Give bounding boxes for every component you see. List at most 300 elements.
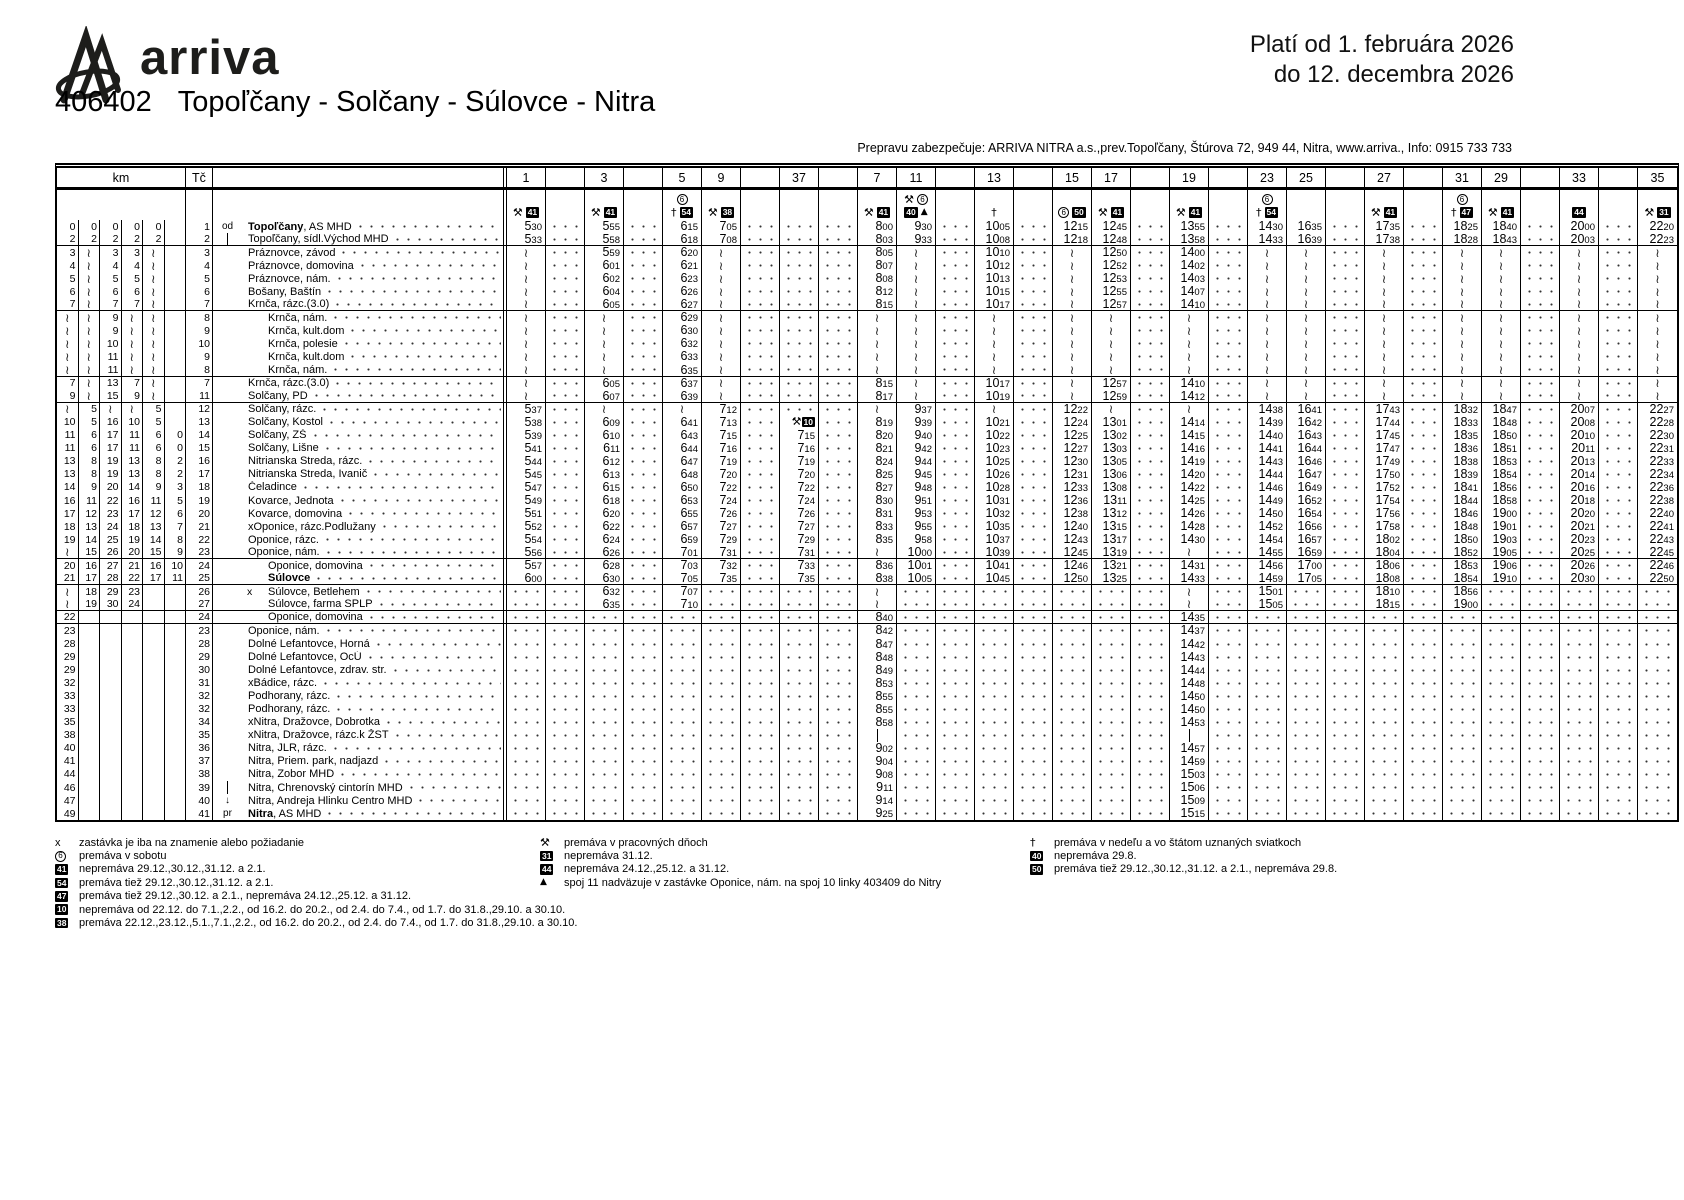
workdays-icon: ⚒ [1097, 206, 1108, 219]
time-minutes: 26 [1194, 509, 1205, 521]
time-minutes: 53 [687, 495, 698, 507]
note-44-icon: 44 [1574, 207, 1584, 218]
column-symbols [702, 190, 741, 220]
filler-cell [936, 664, 975, 677]
time-cell [780, 468, 819, 481]
time-minutes: 28 [1663, 417, 1674, 429]
time-minutes: 25 [1116, 574, 1127, 585]
filler-cell [1209, 259, 1248, 272]
leader-dots [821, 220, 854, 233]
symbol-line [513, 206, 539, 219]
leader-dots [821, 350, 854, 363]
time-cell [702, 416, 741, 429]
leader-dots [1406, 729, 1439, 742]
time-minutes: 08 [882, 274, 893, 286]
time-cell [975, 246, 1014, 259]
km-cell [122, 638, 144, 651]
time-minutes: 30 [882, 495, 893, 507]
station-header [213, 168, 507, 187]
skip-wave: ≀ [151, 363, 156, 376]
time-minutes: 54 [1389, 495, 1400, 507]
time-cell [1053, 651, 1092, 664]
time-cell [1170, 272, 1209, 285]
time-cell [1638, 546, 1677, 558]
leader-dots [1406, 429, 1439, 442]
leader-dots [1601, 703, 1634, 716]
km-value: 5 [177, 494, 183, 507]
time-minutes: 10 [1194, 378, 1205, 390]
time-cell [858, 794, 897, 807]
table-row [57, 703, 1677, 716]
leader-dots [899, 690, 932, 703]
km-cell [143, 429, 165, 442]
filler-cell [1599, 611, 1638, 623]
km-value: 7 [69, 377, 76, 390]
leader-dots [329, 311, 501, 324]
time-cell [780, 350, 819, 363]
time-cell [1053, 494, 1092, 507]
time-minutes: 30 [1077, 456, 1088, 468]
km-cell [57, 337, 79, 350]
time-cell [1053, 272, 1092, 285]
leader-dots [938, 716, 971, 729]
time-cell [975, 559, 1014, 572]
leader-dots [1523, 677, 1556, 690]
filler-cell [741, 364, 780, 376]
time-cell [663, 690, 702, 703]
leader-dots [977, 716, 1010, 729]
table-row [57, 559, 1677, 572]
filler-cell [1014, 468, 1053, 481]
leader-dots [665, 638, 698, 651]
filler-icon-space [819, 190, 858, 220]
filler-cell [1014, 546, 1053, 558]
tc-cell: 24 [186, 611, 213, 623]
leader-dots [1328, 729, 1361, 742]
time-cell [507, 507, 546, 520]
time-hour: 5 [524, 533, 532, 547]
km-value: 13 [106, 377, 119, 390]
filler-cell [1131, 703, 1170, 716]
km-value: 11 [107, 363, 119, 376]
time-minutes: 50 [1663, 574, 1674, 585]
time-cell [858, 324, 897, 337]
leader-dots [391, 729, 501, 742]
skip-wave: ≀ [874, 598, 880, 611]
skip-wave: ≀ [1655, 350, 1660, 364]
filler-cell [624, 520, 663, 533]
skip-wave: ≀ [718, 298, 724, 311]
km-cell [165, 403, 187, 416]
skip-wave: ≀ [1264, 311, 1270, 325]
leader-dots [362, 585, 501, 598]
km-value: 10 [128, 416, 140, 429]
leader-dots [1640, 755, 1674, 768]
time-minutes: 15 [687, 222, 698, 233]
km-value: 27 [106, 559, 119, 572]
sunday-holiday-icon: † [671, 206, 677, 219]
time-cell [507, 585, 546, 598]
km-value: 47 [63, 794, 76, 807]
leader-dots [1250, 742, 1283, 755]
filler-cell [624, 729, 663, 742]
leader-dots [704, 611, 737, 623]
filler-cell [1131, 533, 1170, 546]
leader-dots [587, 690, 620, 703]
leader-dots [1523, 403, 1556, 416]
leader-dots [782, 638, 815, 651]
leader-dots [977, 677, 1010, 690]
time-hour: 18 [1453, 467, 1468, 481]
filler-cell [546, 664, 585, 677]
leader-dots [1601, 507, 1634, 520]
leader-dots [1328, 794, 1361, 807]
leader-dots [938, 781, 971, 794]
leader-dots [299, 481, 501, 494]
time-hour: 10 [985, 572, 1000, 585]
leader-dots [1523, 533, 1556, 546]
time-cell [702, 572, 741, 584]
leader-dots [587, 781, 620, 794]
leader-dots [938, 533, 971, 546]
time-minutes: 11 [1117, 495, 1127, 507]
time-hour: 10 [985, 415, 1000, 429]
leader-dots [1406, 377, 1439, 390]
time-cell [780, 546, 819, 558]
time-minutes: 29 [726, 535, 737, 547]
time-minutes: 38 [1272, 404, 1283, 416]
symbol-line [1098, 206, 1124, 219]
km-cell [143, 742, 165, 755]
km-cell [57, 559, 79, 572]
time-hour: 13 [1102, 454, 1117, 468]
km-cell [79, 481, 101, 494]
time-cell [1560, 690, 1599, 703]
leader-dots [1250, 664, 1283, 677]
through-line [877, 729, 878, 742]
time-hour: 8 [875, 233, 883, 246]
leader-dots [587, 611, 620, 623]
km-cell [165, 742, 187, 755]
km-value: 6 [91, 442, 97, 455]
skip-wave: ≀ [65, 402, 70, 416]
time-cell [702, 638, 741, 651]
time-cell [1482, 272, 1521, 285]
filler-cell [741, 611, 780, 623]
leader-dots [782, 272, 815, 285]
filler-cell [936, 794, 975, 807]
time-cell [1092, 533, 1131, 546]
station-cell [242, 559, 507, 572]
time-hour: 7 [719, 233, 727, 246]
leader-dots [1211, 455, 1244, 468]
filler-cell [546, 755, 585, 768]
leader-dots [1211, 533, 1244, 546]
km-cell [165, 794, 187, 807]
time-cell [975, 403, 1014, 416]
leader-dots [821, 794, 854, 807]
filler-cell [819, 390, 858, 402]
time-cell [1443, 481, 1482, 494]
time-cell [1482, 416, 1521, 429]
time-minutes: 05 [1116, 456, 1127, 468]
filler-cell [1326, 677, 1365, 690]
filler-cell [1131, 598, 1170, 610]
leader-dots [704, 664, 737, 677]
filler-cell [819, 638, 858, 651]
km-value: 8 [177, 533, 183, 546]
table-row [57, 729, 1677, 742]
km-cell [57, 259, 79, 272]
leader-dots [938, 377, 971, 390]
time-cell [1365, 298, 1404, 310]
station-name: Solčany, rázc. [248, 403, 317, 416]
time-hour: 9 [914, 402, 922, 416]
workdays-icon: ⚒ [1175, 206, 1186, 219]
time-cell [507, 742, 546, 755]
leader-dots [821, 559, 854, 572]
filler-cell [741, 742, 780, 755]
km-value: 0 [91, 220, 97, 233]
filler-cell [624, 546, 663, 558]
leader-dots [509, 651, 542, 664]
tc-cell: 5 [186, 272, 213, 285]
leader-dots [1601, 742, 1634, 755]
filler-cell [1599, 742, 1638, 755]
leader-dots [1562, 729, 1595, 742]
km-cell [79, 337, 101, 350]
time-cell [897, 246, 936, 259]
time-cell [1248, 324, 1287, 337]
skip-wave: ≀ [1264, 376, 1270, 390]
time-minutes: 16 [1584, 482, 1595, 494]
time-minutes: 45 [921, 469, 932, 481]
filler-cell [1326, 337, 1365, 350]
leader-dots [548, 677, 581, 690]
leader-dots [743, 481, 776, 494]
legend-item [55, 863, 577, 876]
time-cell [1482, 677, 1521, 690]
time-cell [1638, 742, 1677, 755]
marker-cell [213, 468, 242, 481]
station-cell [242, 377, 507, 390]
leader-dots [1523, 259, 1556, 272]
filler-cell [1131, 259, 1170, 272]
leader-dots [1250, 624, 1283, 637]
time-cell [1248, 807, 1287, 820]
skip-wave: ≀ [1655, 324, 1660, 338]
leader-dots [1250, 729, 1283, 742]
filler-cell [1521, 285, 1560, 298]
leader-dots [1328, 611, 1361, 623]
time-cell [1482, 638, 1521, 651]
leader-dots [665, 651, 698, 664]
km-cell [100, 390, 122, 402]
on-request-icon: x [247, 585, 253, 598]
leader-dots [1055, 651, 1088, 664]
time-hour: 14 [1258, 428, 1273, 442]
time-hour: 12 [1063, 402, 1078, 416]
filler-cell [1326, 455, 1365, 468]
leader-dots [587, 755, 620, 768]
time-minutes: 50 [1116, 248, 1127, 260]
time-cell [975, 716, 1014, 729]
time-cell [858, 664, 897, 677]
tc-cell: 26 [186, 585, 213, 598]
filler-cell [624, 350, 663, 363]
workdays-icon: ⚒ [1487, 206, 1498, 219]
time-cell [1248, 690, 1287, 703]
leader-dots [1523, 664, 1556, 677]
time-cell [1287, 272, 1326, 285]
leader-dots [1328, 220, 1361, 233]
skip-wave: ≀ [601, 311, 607, 325]
leader-dots [938, 272, 971, 285]
leader-dots [1601, 455, 1634, 468]
time-cell [1365, 259, 1404, 272]
note-41-icon: 41 [527, 207, 538, 218]
km-value: 28 [106, 572, 119, 585]
filler-cell [1014, 494, 1053, 507]
skip-wave: ≀ [1576, 363, 1582, 376]
skip-wave: ≀ [86, 259, 91, 273]
skip-wave: ≀ [1069, 272, 1075, 286]
time-hour: 14 [1180, 702, 1195, 716]
km-cell [100, 285, 122, 298]
filler-cell [1131, 520, 1170, 533]
marker-cell [213, 742, 242, 755]
time-cell [507, 794, 546, 807]
filler-cell [1404, 624, 1443, 637]
leader-dots [938, 390, 971, 402]
filler-cell [1326, 598, 1365, 610]
time-hour: 5 [524, 441, 532, 455]
filler-cell [624, 664, 663, 677]
time-minutes: 50 [1389, 469, 1400, 481]
skip-wave: ≀ [1498, 246, 1504, 260]
time-hour: 17 [1375, 507, 1390, 521]
time-minutes: 30 [1272, 222, 1283, 233]
time-hour: 6 [680, 337, 688, 351]
time-hour: 13 [1102, 480, 1117, 494]
time-cell [1443, 572, 1482, 584]
time-hour: 18 [1453, 546, 1468, 559]
time-cell [1365, 377, 1404, 390]
skip-wave: ≀ [1381, 337, 1387, 351]
time-cell [1443, 755, 1482, 768]
leader-dots [704, 781, 737, 794]
leader-dots [1523, 481, 1556, 494]
filler-cell [1131, 572, 1170, 584]
time-cell [702, 533, 741, 546]
leader-dots [1640, 677, 1674, 690]
leader-dots [1133, 755, 1166, 768]
time-minutes: 57 [687, 522, 698, 534]
skip-wave: ≀ [874, 337, 880, 351]
time-minutes: 45 [999, 574, 1010, 585]
time-minutes: 03 [1506, 535, 1517, 547]
time-hour: 7 [719, 507, 727, 521]
km-cell [79, 259, 101, 272]
filler-cell [1209, 416, 1248, 429]
skip-wave: ≀ [1655, 298, 1660, 311]
km-value: 2 [177, 468, 183, 481]
km-cell [57, 781, 79, 794]
time-cell [1443, 716, 1482, 729]
time-cell [585, 390, 624, 402]
time-hour: 7 [719, 493, 727, 507]
time-cell [585, 729, 624, 742]
filler-cell [936, 233, 975, 245]
time-hour: 17 [1375, 233, 1390, 246]
filler-cell [1326, 768, 1365, 781]
leader-dots [1328, 624, 1361, 637]
filler-cell [1014, 403, 1053, 416]
leader-dots [626, 364, 659, 376]
km-cell [122, 324, 144, 337]
skip-wave: ≀ [1381, 324, 1387, 338]
time-minutes: 50 [1467, 535, 1478, 547]
leader-dots [899, 794, 932, 807]
time-hour: 18 [1492, 467, 1507, 481]
filler-cell [1521, 533, 1560, 546]
marker-cell [213, 677, 242, 690]
time-hour: 6 [602, 467, 610, 481]
time-hour: 14 [1180, 415, 1195, 429]
filler-cell [1599, 781, 1638, 794]
filler-cell [1404, 716, 1443, 729]
km-value: 5 [155, 416, 162, 429]
filler-cell [1014, 755, 1053, 768]
leader-dots [1601, 337, 1634, 350]
time-cell [663, 755, 702, 768]
filler-cell [624, 272, 663, 285]
time-cell [1092, 272, 1131, 285]
time-cell [1560, 377, 1599, 390]
skip-wave: ≀ [86, 389, 91, 402]
leader-dots [938, 729, 971, 742]
station-cell [242, 233, 507, 245]
time-hour: 5 [524, 454, 532, 468]
filler-cell [1131, 298, 1170, 310]
time-minutes: 27 [882, 482, 893, 494]
time-cell [1365, 768, 1404, 781]
km-cell [79, 703, 101, 716]
time-cell [780, 520, 819, 533]
time-minutes: 43 [1077, 535, 1088, 547]
time-hour: 19 [1492, 507, 1507, 521]
leader-dots [821, 468, 854, 481]
leader-dots [1211, 742, 1244, 755]
time-cell [897, 585, 936, 598]
km-cell [143, 481, 165, 494]
leader-dots [1601, 416, 1634, 429]
leader-dots [1133, 690, 1166, 703]
time-cell [1053, 285, 1092, 298]
time-minutes: 41 [1272, 443, 1283, 455]
time-cell [975, 429, 1014, 442]
filler-cell [1014, 781, 1053, 794]
column-number: 1 [507, 168, 546, 187]
filler-cell [936, 716, 975, 729]
time-hour: 22 [1649, 402, 1664, 416]
time-cell [1443, 429, 1482, 442]
time-minutes: 53 [1506, 456, 1517, 468]
km-cell [165, 533, 187, 546]
leader-dots [1211, 598, 1244, 610]
skip-wave: ≀ [913, 363, 919, 376]
km-cell [122, 729, 144, 742]
